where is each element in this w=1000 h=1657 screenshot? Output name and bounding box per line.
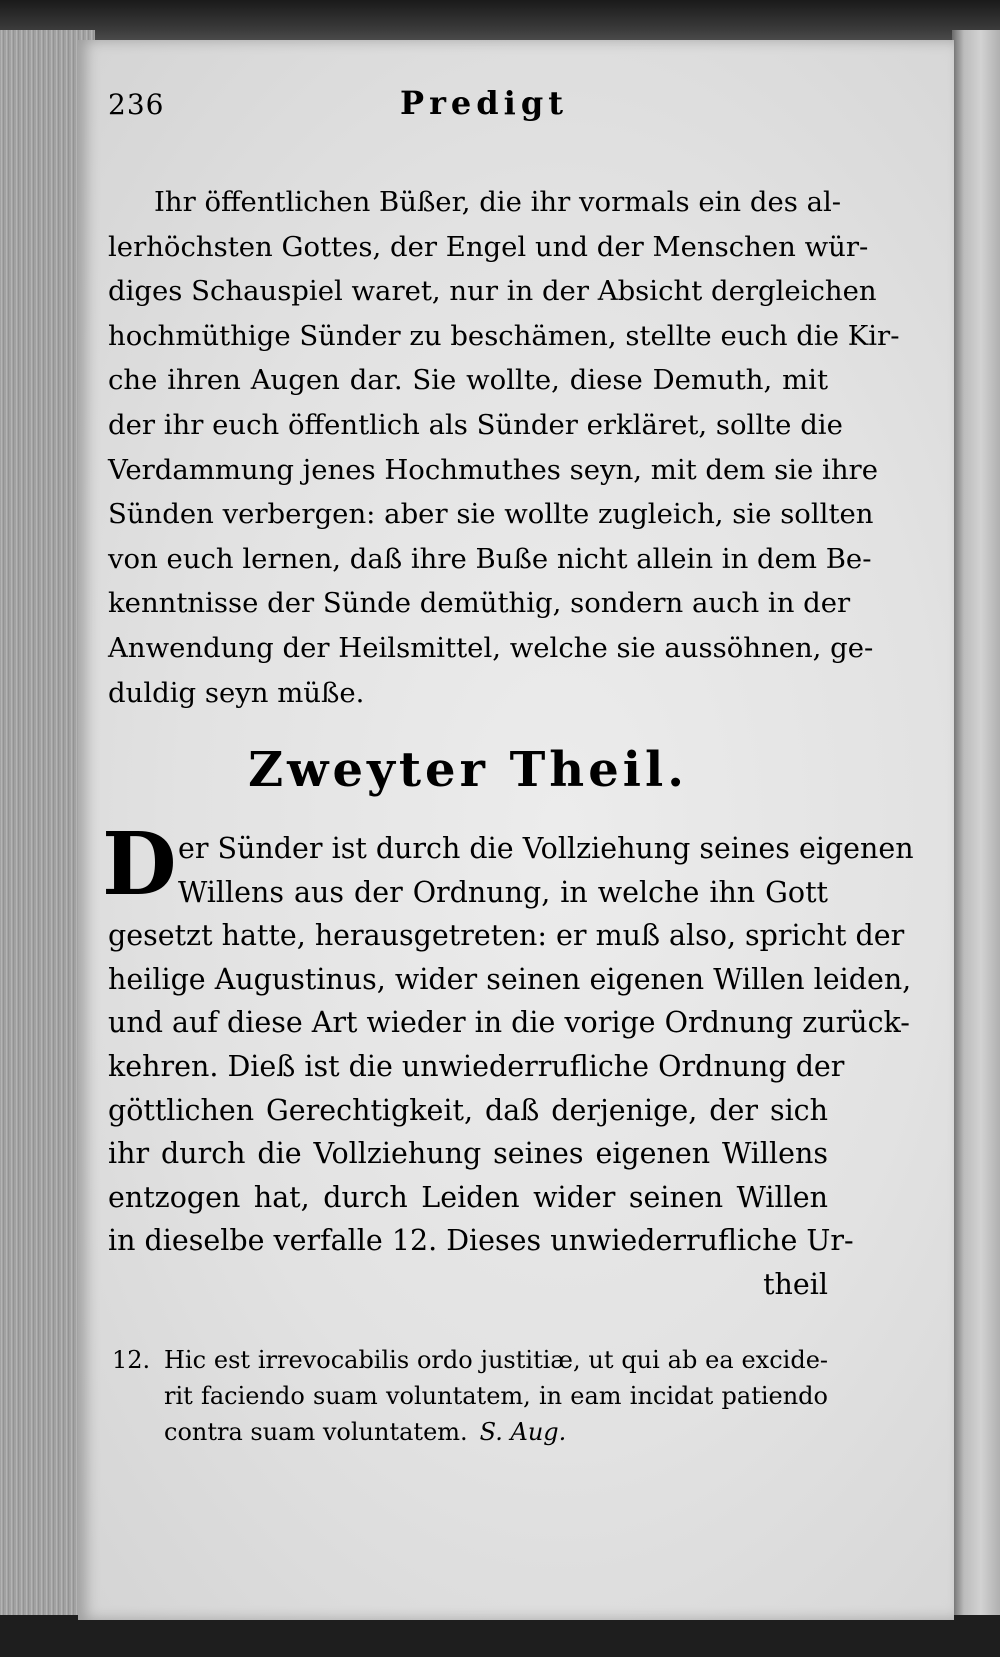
text-line: Verdammung jenes Hochmuthes seyn, mit dem sie ihre (108, 453, 878, 486)
book-bottom-shadow (0, 1615, 1000, 1657)
text-line: von euch lernen, daß ihre Buße nicht allein in dem Be- (108, 542, 872, 575)
text-line: Sünden verbergen: aber sie wollte zugleich, sie sollten (108, 498, 874, 531)
text-line: gesetzt hatte, herausgetreten: er muß also, spricht der (108, 919, 905, 953)
text-line: kenntnisse der Sünde demüthig, sondern auch in der (108, 587, 851, 620)
footnote (112, 1342, 828, 1450)
section-heading: Zweyter Theil. (248, 742, 688, 798)
text-line: heilige Augustinus, wider seinen eigenen Willen leiden, (108, 962, 912, 996)
footnote-text: contra suam voluntatem. (164, 1418, 468, 1446)
text-line: hochmüthige Sünder zu beschämen, stellte euch die Kir- (108, 319, 900, 352)
footnote-text: Hic est irrevocabilis ordo justitiæ, ut qui ab ea excide- (164, 1346, 828, 1374)
footnote-line (112, 1342, 828, 1378)
text-line: lerhöchsten Gottes, der Engel und der Menschen wür- (108, 230, 869, 263)
text-line: göttlichen Gerechtigkeit, daß derjenige, der sich (108, 1093, 828, 1127)
footnote-attribution: S. Aug. (479, 1418, 567, 1446)
second-paragraph (108, 827, 914, 1307)
text-line: diges Schauspiel waret, nur in der Absicht dergleichen (108, 275, 877, 308)
text-line: und auf diese Art wieder in die vorige Ordnung zurück- (108, 1006, 910, 1040)
drop-cap: D (102, 814, 177, 915)
footnote-line (112, 1414, 828, 1450)
running-head: Predigt (400, 84, 568, 122)
text-line: kehren. Dieß ist die unwiederrufliche Ordnung der (108, 1049, 845, 1083)
text-line: che ihren Augen dar. Sie wollte, diese Demuth, mit (108, 364, 828, 397)
text-line: entzogen hat, durch Leiden wider seinen Willen (108, 1180, 828, 1214)
text-line: Anwendung der Heilsmittel, welche sie aussöhnen, ge- (108, 631, 874, 664)
text-line: Ihr öffentlichen Büßer, die ihr vormals ein des al- (154, 186, 842, 218)
page-number: 236 (108, 88, 165, 121)
footnote-line: rit faciendo suam voluntatem, in eam incidat patiendo (164, 1382, 828, 1410)
text-line: er Sünder ist durch die Vollziehung seines eigenen (178, 832, 914, 865)
text-line: ihr durch die Vollziehung seines eigenen Willens (108, 1137, 828, 1171)
catchword: theil (763, 1267, 828, 1301)
first-paragraph (108, 180, 900, 715)
footnote-marker: 12. (112, 1346, 151, 1374)
text-line: Willens aus der Ordnung, in welche ihn Gott (178, 875, 828, 909)
text-line: in dieselbe verfalle 12. Dieses unwiederrufliche Ur- (108, 1224, 854, 1258)
text-line: der ihr euch öffentlich als Sünder erkläret, sollte die (108, 408, 843, 441)
page-edge-right (952, 30, 1000, 1620)
text-line: duldig seyn müße. (108, 676, 365, 709)
